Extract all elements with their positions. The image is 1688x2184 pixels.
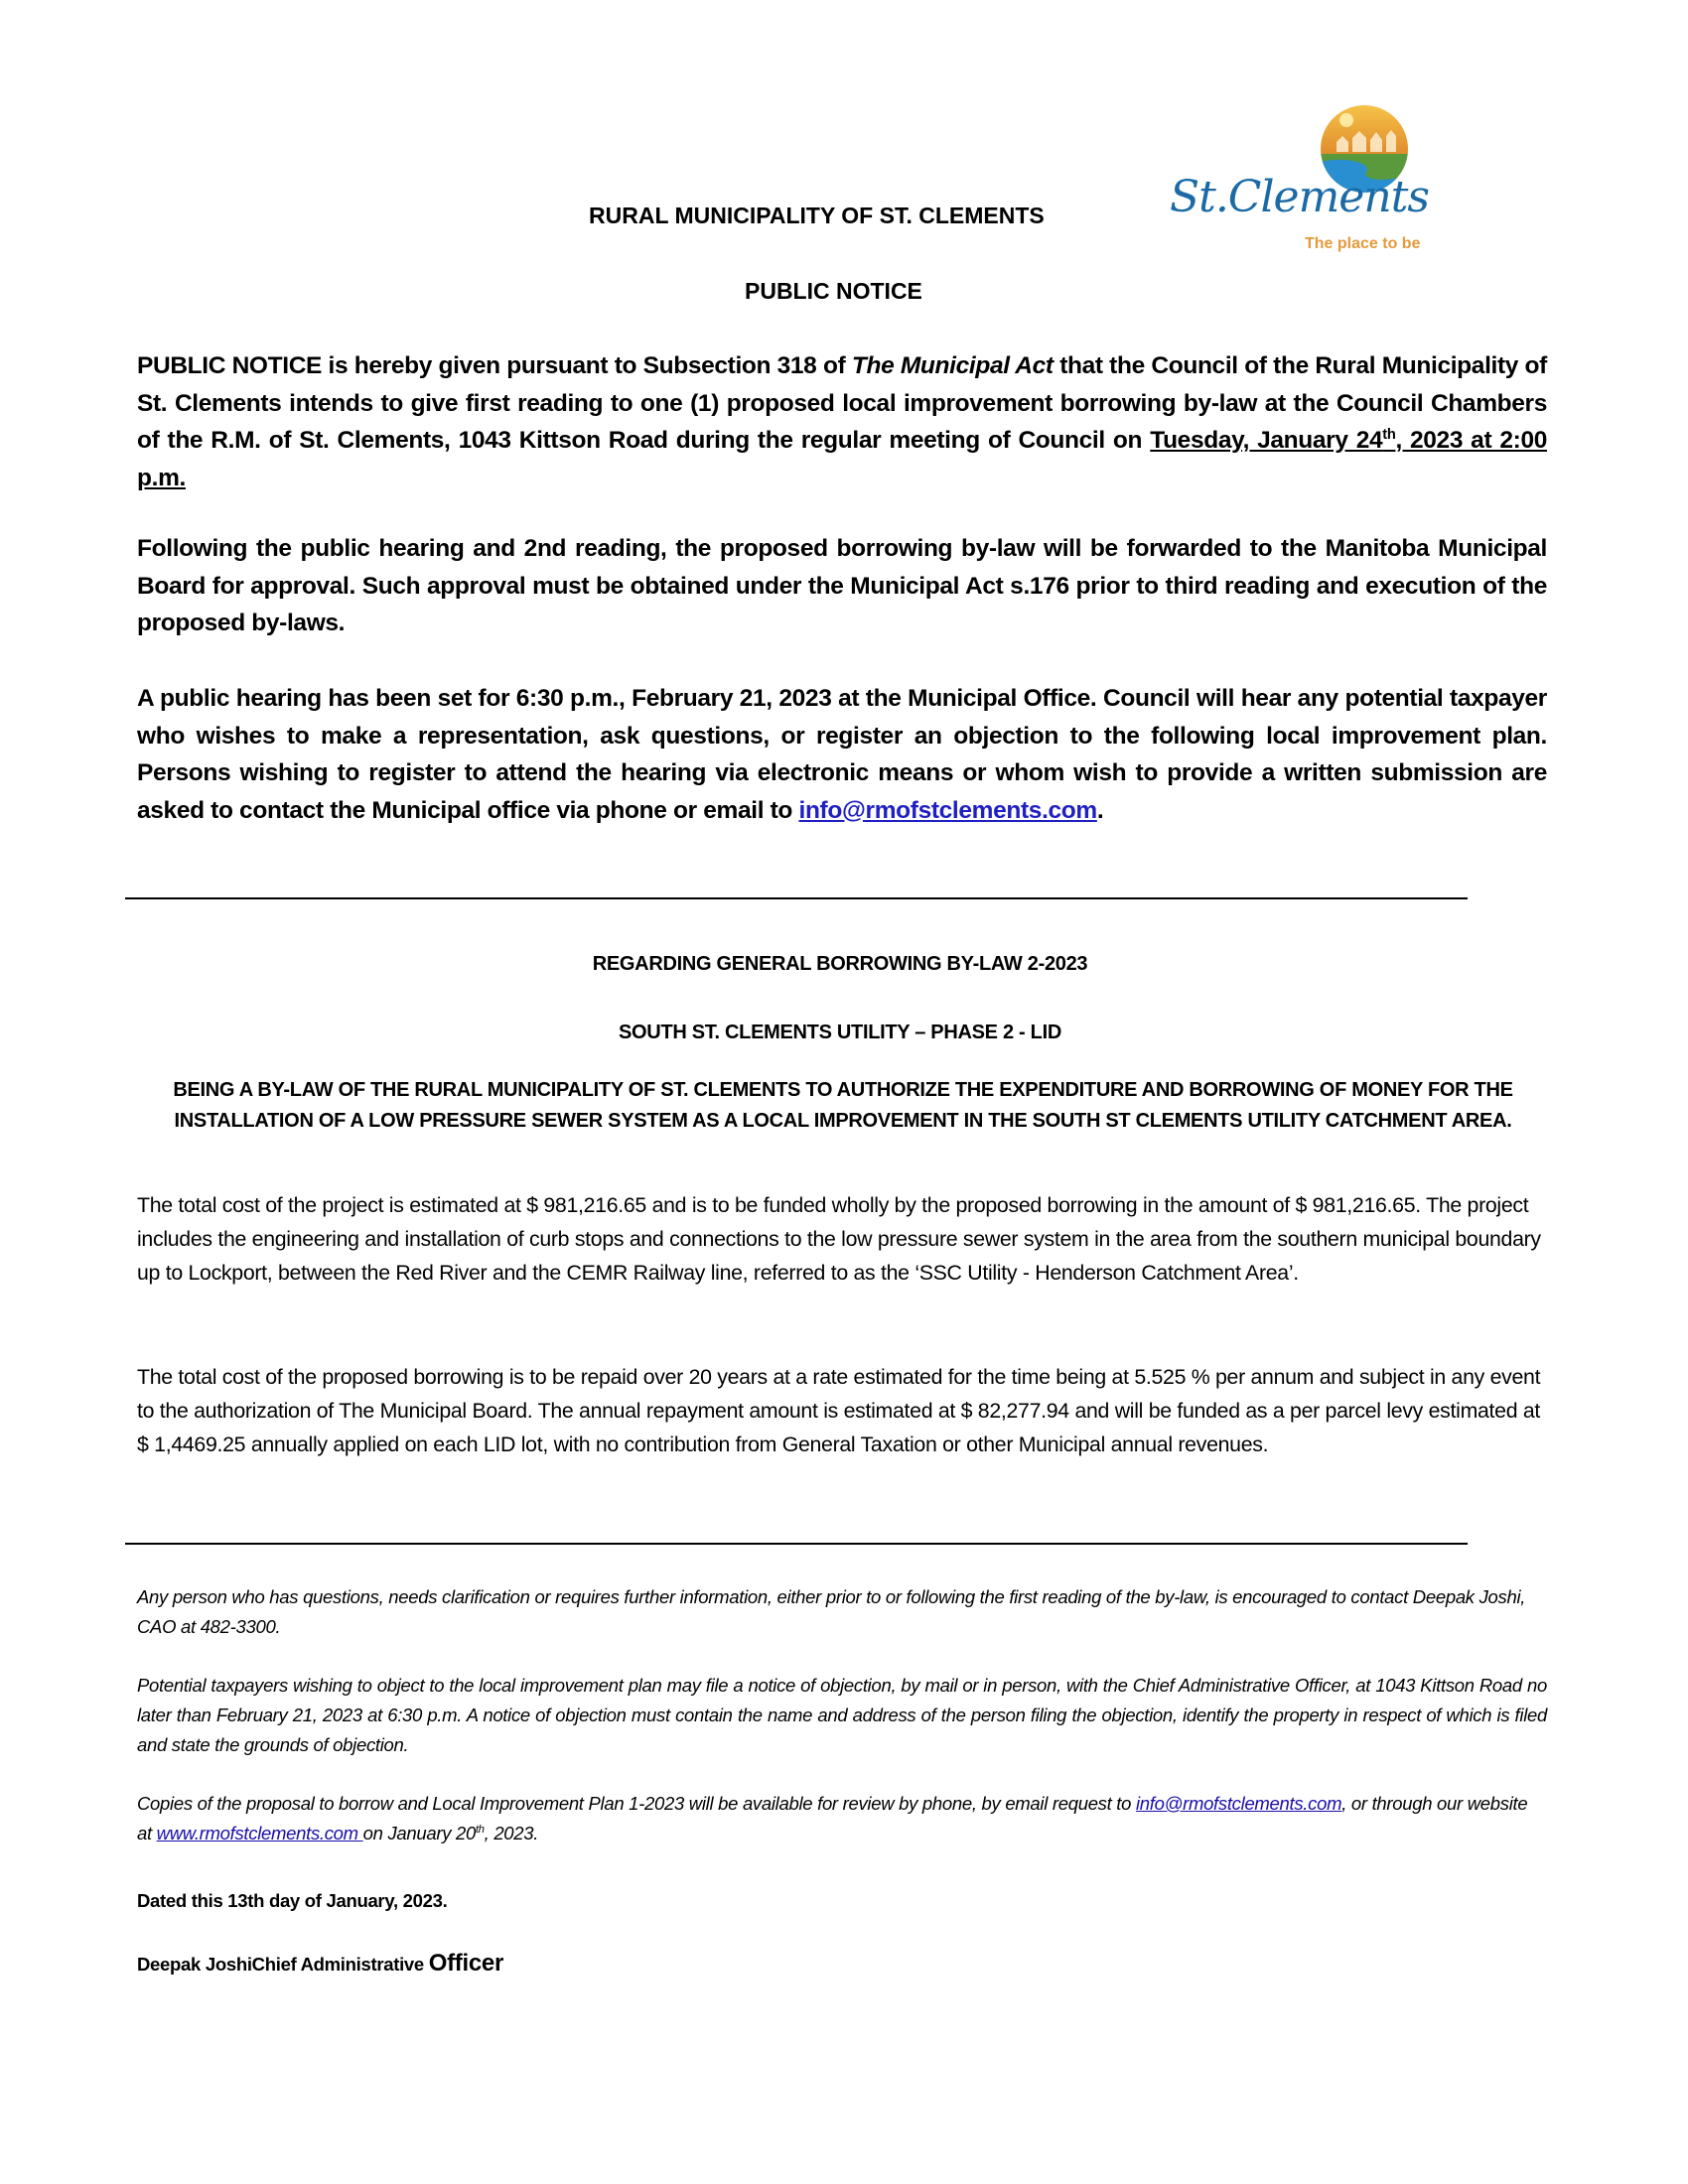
approval-paragraph: Following the public hearing and 2nd reading, the proposed borrowing by-law will be forwarded to the Manitoba Municipal Board for approval. Such approval must be obtained under the Municipal Act s.176 prior to third reading and execution of the proposed by-laws. (137, 535, 1547, 636)
website-link[interactable]: www.rmofstclements.com (156, 1823, 363, 1843)
copies-email-link[interactable]: info@rmofstclements.com (1135, 1793, 1342, 1814)
st-clements-logo (1160, 104, 1458, 263)
meeting-date-suffix: , 2023 at 2:00 p.m. (137, 427, 1547, 491)
signature-line (137, 1950, 503, 1978)
first-reading-paragraph (137, 347, 1547, 496)
bylaw-purpose: BEING A BY-LAW OF THE RURAL MUNICIPALITY OF ST. CLEMENTS TO AUTHORIZE THE EXPENDITURE AND BORROWING OF MONEY FOR THE INSTALLATION OF A LOW PRESSURE SEWER SYSTEM AS A LOCAL IMPROVEMENT IN THE SOUTH ST CLEMENTS UTILITY CATCHMENT AREA. (173, 1079, 1513, 1132)
repayment-paragraph: The total cost of the proposed borrowing is to be repaid over 20 years at a rate estimated for the time being at 5.525 % per annum and subject in any event to the authorization of The Municipal Board. The annual repayment amount is estimated at $ 82,277.94 and will be funded as a per parcel levy estimated at $ 1,4469.25 annually applied on each LID lot, with no contribution from General Taxation or other Municipal annual revenues. (137, 1365, 1541, 1456)
bylaw-heading: REGARDING GENERAL BORROWING BY-LAW 2-2023 (592, 953, 1088, 975)
act-title: The Municipal Act (851, 352, 1054, 379)
copies-date-suffix: , 2023. (484, 1823, 539, 1843)
objection-note: Potential taxpayers wishing to object to the local improvement plan may file a notice of objection, by mail or in person, with the Chief Administrative Officer, at 1043 Kittson Road no later than February 21, 2023 at 6:30 p.m. A notice of objection must contain the name and address of the person filing the objection, identify the property in respect of which is filed and state the grounds of objection. (137, 1675, 1547, 1755)
signatory-title-end: Officer (428, 1950, 503, 1977)
copies-note (137, 1789, 1547, 1848)
p3-text: A public hearing has been set for 6:30 p.m., February 21, 2023 at the Municipal Office. Council will hear any potential taxpayer who wishes to make a representation, ask questions, or register an objection to the following local improvement plan. Persons wishing to register to attend the hearing via electronic means or whom wish to provide a written submission are asked to contact the Municipal office via phone or email to (137, 685, 1547, 824)
dated-line: Dated this 13th day of January, 2023. (137, 1890, 448, 1911)
copies-lead: Copies of the proposal to borrow and Local Improvement Plan 1-2023 will be available for review by phone, by email request to (137, 1793, 1136, 1814)
public-hearing-paragraph (137, 680, 1547, 829)
meeting-date-prefix: Tuesday, January 24 (1150, 427, 1383, 454)
notice-title: PUBLIC NOTICE (745, 278, 922, 304)
copies-date-sup: th (475, 1823, 485, 1836)
p1-lead-text: PUBLIC NOTICE is hereby given pursuant to Subsection 318 of (137, 352, 852, 379)
contact-note: Any person who has questions, needs clarification or requires further information, either prior to or following the first reading of the by-law, is encouraged to contact Deepak Joshi, CAO at 482-3300. (137, 1586, 1526, 1637)
email-link[interactable]: info@rmofstclements.com (798, 796, 1097, 824)
organization-title: RURAL MUNICIPALITY OF ST. CLEMENTS (589, 203, 1045, 228)
copies-mid: , or through our website at (137, 1793, 1528, 1843)
logo-tagline: The place to be (1305, 235, 1421, 252)
logo-wordmark: St.Clements (1170, 172, 1429, 222)
project-cost-paragraph: The total cost of the project is estimated at $ 981,216.65 and is to be funded wholly by the proposed borrowing in the amount of $ 981,216.65. The project includes the engineering and installation of curb stops and connections to the low pressure sewer system in the area from the southern municipal boundary up to Lockport, between the Red River and the CEMR Railway line, referred to as the ‘SSC Utility - Henderson Catchment Area’. (137, 1193, 1541, 1285)
signatory-name: Deepak JoshiChief Administrative (137, 1954, 429, 1975)
divider-top (125, 897, 1468, 899)
bylaw-project: SOUTH ST. CLEMENTS UTILITY – PHASE 2 - LID (619, 1022, 1061, 1043)
p1-middle-text: that the Council of the Rural Municipality of St. Clements intends to give first reading to one (1) proposed local improvement borrowing by-law at the Council Chambers of the R.M. of St. Clements, 1043 Kittson Road during the regular meeting of Council on (137, 352, 1547, 454)
meeting-date-sup: th (1382, 426, 1396, 443)
copies-date-prefix: on January 20 (362, 1823, 476, 1843)
p3-end: . (1096, 796, 1104, 824)
divider-bottom (125, 1543, 1468, 1545)
